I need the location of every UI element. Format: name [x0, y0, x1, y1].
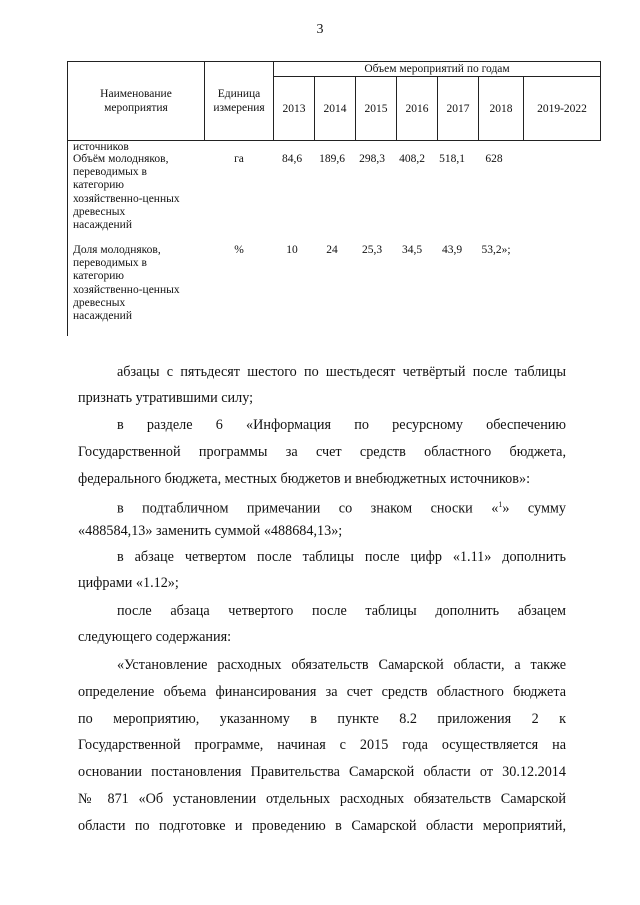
column-header-name: Наименование мероприятия — [68, 62, 205, 141]
column-header-group: Объем мероприятий по годам — [274, 62, 601, 77]
body-line: цифрами «1.12»; — [78, 575, 179, 591]
row-name-line: переводимых в — [73, 257, 147, 270]
table-header — [67, 61, 601, 141]
row-value: 34,5 — [401, 244, 423, 256]
row-name-line: Доля молодняков, — [73, 244, 161, 256]
row-value: 53,2»; — [481, 244, 511, 256]
body-line: по мероприятию, указанному в пункте 8.2 приложения 2 к — [78, 711, 566, 727]
body-line: следующего содержания: — [78, 629, 232, 645]
page-number: 3 — [316, 22, 324, 37]
year-header: 2019-2022 — [524, 77, 601, 141]
body-line: в разделе 6 «Информация по ресурсному обеспечению — [117, 417, 566, 433]
row-value: 25,3 — [361, 244, 383, 256]
year-header: 2017 — [438, 77, 479, 141]
row-value: 84,6 — [281, 153, 303, 165]
body-line: определение объема финансирования за счет средств областного бюджета — [78, 684, 566, 700]
body-line: «488584,13» заменить суммой «488684,13»; — [78, 523, 343, 539]
row-value: 408,2 — [399, 153, 425, 165]
row-name-line: категорию — [73, 179, 125, 192]
body-line: в подтабличном примечании со знаком сноски «$^1$» сумму — [117, 500, 566, 517]
table-body — [67, 141, 602, 336]
body-line: основании постановления Правительства Самарской области от 30.12.2014 — [78, 764, 566, 780]
year-header: 2013 — [274, 77, 315, 141]
row-name-line: насаждений — [73, 219, 132, 232]
row-name-line: хозяйственно-ценных — [73, 283, 180, 296]
body-line: после абзаца четвертого после таблицы дополнить абзацем — [117, 603, 566, 619]
year-header: 2018 — [479, 77, 524, 141]
row-name-line: древесных — [73, 296, 126, 309]
body-line: Государственной программе, начиная с 2015 года осуществляется на — [78, 737, 566, 753]
row-unit: % — [234, 244, 244, 256]
carryover-text: источников — [73, 141, 129, 153]
row-value: 10 — [286, 244, 298, 256]
row-value: 24 — [326, 244, 338, 256]
body-line: № 871 «Об установлении отдельных расходных обязательств Самарской — [78, 791, 566, 807]
year-header: 2015 — [356, 77, 397, 141]
body-line: абзацы с пятьдесят шестого по шестьдесят четвёртый после таблицы — [117, 364, 566, 380]
column-header-unit: Единица измерения — [205, 62, 274, 141]
year-header: 2014 — [315, 77, 356, 141]
row-value: 43,9 — [441, 244, 463, 256]
row-name-line: переводимых в — [73, 166, 147, 179]
row-unit: га — [234, 153, 244, 165]
body-line: «Установление расходных обязательств Самарской области, а также — [117, 657, 566, 673]
body-line: федерального бюджета, местных бюджетов и внебюджетных источников»: — [78, 471, 531, 487]
footnote-marker: 1 — [498, 500, 503, 509]
year-header: 2016 — [397, 77, 438, 141]
row-name-line: Объём молодняков, — [73, 153, 169, 165]
row-name-line: категорию — [73, 270, 125, 283]
body-line: в абзаце четвертом после таблицы после цифр «1.11» дополнить — [117, 549, 566, 565]
row-name-line: хозяйственно-ценных — [73, 192, 180, 205]
body-line: признать утратившими силу; — [78, 390, 254, 406]
body-line: Государственной программы за счет средств областного бюджета, — [78, 444, 566, 460]
row-value: 298,3 — [359, 153, 385, 165]
body-line: области по подготовке и проведению в Самарской области мероприятий, — [78, 818, 566, 834]
row-name-line: насаждений — [73, 310, 132, 323]
row-name-line: древесных — [73, 205, 126, 218]
row-value: 628 — [485, 153, 503, 165]
row-value: 189,6 — [319, 153, 345, 165]
row-value: 518,1 — [439, 153, 465, 165]
